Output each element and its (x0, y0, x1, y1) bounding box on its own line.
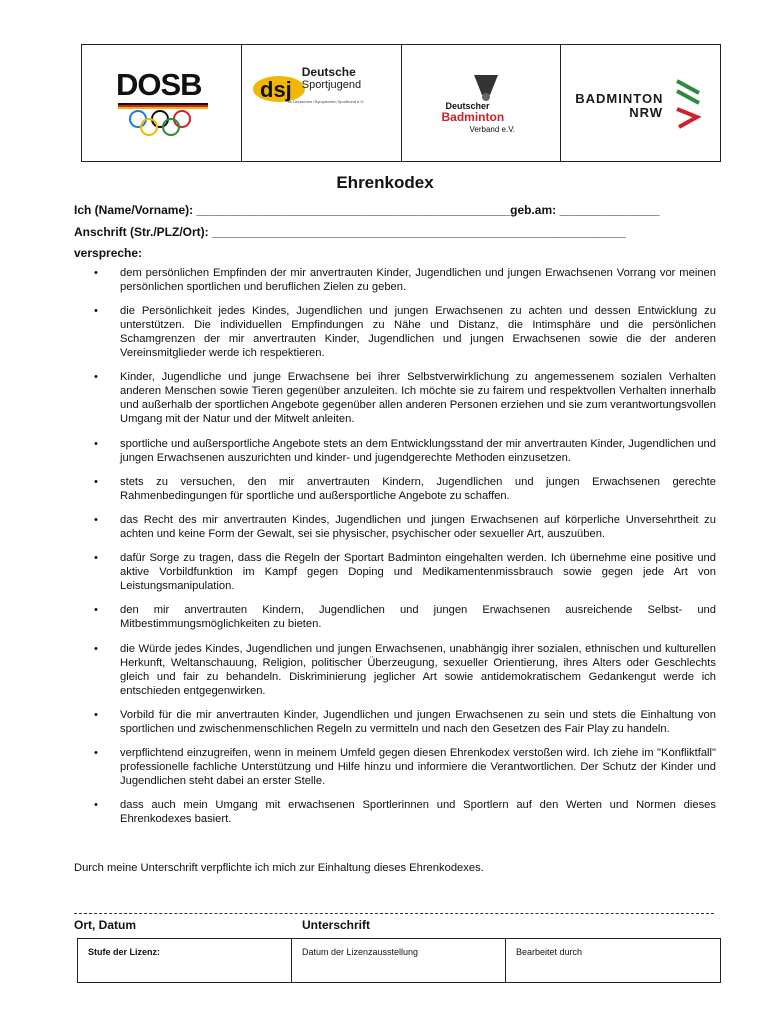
dbv-line2: Badminton (441, 110, 505, 124)
dsj-name-line2: Sportjugend (301, 79, 362, 91)
promise-list (74, 266, 716, 836)
bullet-icon: • (94, 371, 98, 384)
signature-line[interactable] (74, 913, 714, 914)
olympic-rings-icon (126, 109, 198, 137)
list-item: • dafür Sorge zu tragen, dass die Regeln der Sportart Badminton eingehalten werden. Ich übernehme eine positive und aktive Vorbildfunktion im Kampf gegen Doping und Medikamentenmissbrauch sowie gegen jede Art von Leistungsmanipulation. (94, 552, 716, 593)
list-item: • sportliche und außersportliche Angebote stets an dem Entwicklungsstand der mir anvertrauten Kinder, Jugendlichen und jungen Erwachsenen auszurichten und kinder- und jugendgerechte Methoden einzusetzen. (94, 437, 716, 464)
dbv-line1: Deutscher (445, 101, 490, 111)
nrw-line1: BADMINTON (575, 91, 664, 106)
dsj-name-line1: Deutsche (301, 65, 356, 79)
list-item: • dass auch mein Umgang mit erwachsenen Sportlerinnen und Sportlern auf den Werten und Normen dieses Ehrenkodexes basiert. (94, 799, 716, 826)
signature-label: Unterschrift (302, 918, 371, 932)
promise-label: verspreche: (74, 246, 143, 260)
bullet-icon: • (94, 267, 98, 279)
list-item: • die Würde jedes Kindes, Jugendlichen und jungen Erwachsenen, unabhängig ihrer sozialen, ethnischen und kulturellen Herkunft, Weltanschauung, Religion, politischer Überzeugung, sexueller Orientierung, ihres Alters oder Geschlechts gleich und fair zu behandeln. Diskriminierung jeglicher Art sowie antidemokratischem Gedankengut werde ich entschieden entgegenwirken. (94, 642, 716, 697)
name-field[interactable]: Ich (Name/Vorname): _______________________________________________geb.am: _______________ (74, 203, 660, 217)
bullet-icon: • (94, 708, 98, 721)
license-table (77, 938, 721, 983)
shuttlecock-icon (470, 73, 502, 101)
nrw-logo (561, 45, 720, 161)
processed-by-cell[interactable]: Bearbeitet durch (516, 947, 583, 957)
address-field[interactable]: Anschrift (Str./PLZ/Ort): ______________________________________________________________ (74, 225, 626, 239)
list-item: • dem persönlichen Empfinden der mir anvertrauten Kinder, Jugendlichen und jungen Erwachsenen Vorrang vor meinen persönlichen sportlichen und beruflichen Zielen zu geben. (94, 267, 716, 293)
dbv-logo (402, 45, 562, 161)
nrw-line2: NRW (629, 105, 664, 120)
list-item: • den mir anvertrauten Kindern, Jugendlichen und jungen Erwachsenen ausreichende Selbst- und Mitbestimmungsmöglichkeiten zu bieten. (94, 604, 716, 631)
license-date-cell[interactable]: Datum der Lizenzausstellung (292, 939, 506, 982)
place-date-label: Ort, Datum (74, 918, 137, 932)
bullet-icon: • (94, 437, 98, 450)
bullet-icon: • (94, 475, 98, 488)
list-item: • Vorbild für die mir anvertrauten Kinder, Jugendlichen und jungen Erwachsenen zu sein und stets die Einhaltung von sportlichen und zwischenmenschlichen Regeln zu vermitteln und nach den Gesetzen des Fair Play zu handeln. (94, 708, 716, 735)
list-item: • Kinder, Jugendliche und junge Erwachsene bei ihrer Selbstverwirklichung zu angemessenem sozialen Verhalten anderen Menschen sowie Tieren gegenüber anzuleiten. Ich möchte sie zu fairem und respektvollen Verhalten innerhalb und außerhalb der sportlichen Angebote gegenüber allen anderen Personen erziehen und sie zum verantwortungsvollen Umgang mit der Natur und der Mitwelt anleiten. (94, 371, 716, 426)
closing-statement: Durch meine Unterschrift verpflichte ich mich zur Einhaltung dieses Ehrenkodexes. (74, 862, 484, 874)
dosb-logo-text: DOSB (116, 67, 202, 102)
bullet-icon: • (94, 513, 98, 526)
bullet-icon: • (94, 552, 98, 565)
page-title: Ehrenkodex (336, 173, 434, 192)
logo-header-table (81, 44, 721, 162)
dsj-logo (242, 45, 402, 161)
bullet-icon: • (94, 799, 98, 812)
bullet-icon: • (94, 642, 98, 655)
license-level-cell[interactable]: Stufe der Lizenz: (78, 939, 292, 982)
bullet-icon: • (94, 305, 98, 318)
bullet-icon: • (94, 604, 98, 617)
list-item: • die Persönlichkeit jedes Kindes, Jugendlichen und jungen Erwachsenen zu achten und dessen Entwicklung zu unterstützen. Die individuellen Empfindungen zu Nähe und Distanz, die Intimsphäre und die persönlichen Schamgrenzen der mir anvertrauten Kinder, Jugendlichen und jungen Erwachsenen sowie die der anderen Vereinsmitglieder werde ich respektieren. (94, 305, 716, 360)
dbv-line3: Verband e.V. (469, 125, 516, 134)
dosb-logo (82, 45, 242, 161)
dsj-subtitle: im Deutschen Olympischen Sportbund e.V. (287, 99, 364, 104)
list-item: • stets zu versuchen, den mir anvertrauten Kindern, Jugendlichen und jungen Erwachsenen gerechte Rahmenbedingungen für sportliche und außersportliche Angebote zu schaffen. (94, 475, 716, 502)
nrw-mark-icon (673, 79, 703, 131)
list-item: • verpflichtend einzugreifen, wenn in meinem Umfeld gegen diesen Ehrenkodex verstoßen wird. Ich ziehe im "Konfliktfall" professionelle fachliche Unterstützung und Hilfe hinzu und informiere die Verantwortlichen. Der Schutz der Kinder und Jugendlichen steht dabei an erster Stelle. (94, 746, 716, 787)
svg-text:dsj: dsj (259, 77, 292, 102)
list-item: • das Recht des mir anvertrauten Kindes, Jugendlichen und jungen Erwachsenen auf körperliche Unversehrtheit zu achten und keine Form der Gewalt, sei sie physischer, psychischer oder sexueller Art, auszuüben. (94, 513, 716, 540)
bullet-icon: • (94, 746, 98, 759)
